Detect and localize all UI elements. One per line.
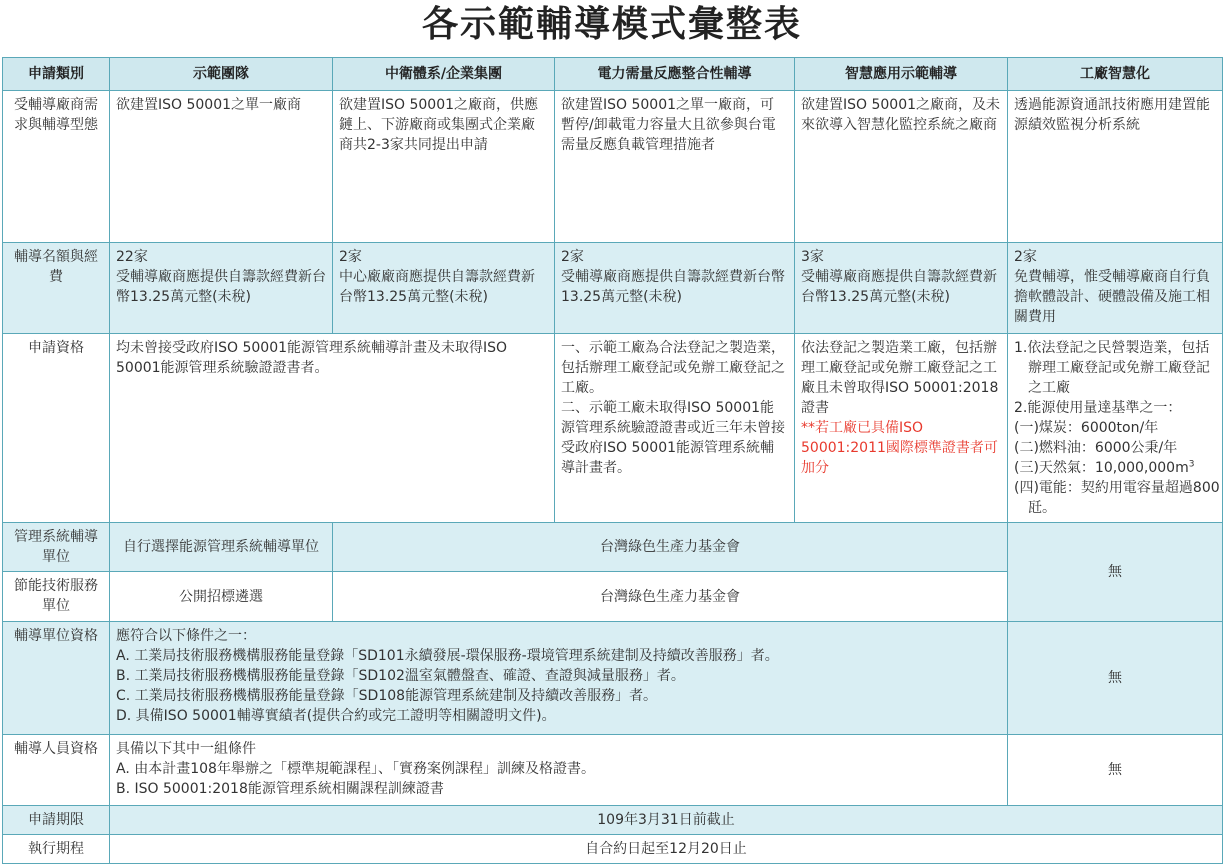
table-cell	[1008, 334, 1223, 523]
table-cell: 台灣綠色生產力基金會	[333, 523, 1008, 572]
table-cell	[795, 243, 1008, 334]
list-item: (四)電能：契約用電容量超過800瓩。	[1014, 480, 1220, 516]
row-label: 受輔導廠商需求與輔導型態	[3, 91, 110, 243]
header-row	[3, 58, 1223, 91]
list-item: 一、示範工廠為合法登記之製造業，包括辦理工廠登記或免辦工廠登記之工廠。	[561, 340, 785, 396]
table-cell: 均未曾接受政府ISO 50001能源管理系統輔導計畫及未取得ISO 50001能源管理系統驗證證書者。	[110, 334, 555, 523]
row-qualification	[3, 334, 1223, 523]
quota-count: 2家	[561, 249, 584, 265]
table-cell: 欲建置ISO 50001之廠商，供應鏈上、下游廠商或集團式企業廠商共2-3家共同提出申請	[333, 91, 555, 243]
table-cell: 欲建置ISO 50001之單一廠商	[110, 91, 333, 243]
table-cell	[110, 735, 1008, 806]
table-cell: 109年3月31日前截止	[110, 806, 1223, 835]
page-title: 各示範輔導模式彙整表	[421, 4, 802, 45]
quota-desc: 受輔導廠商應提供自籌款經費新台幣13.25萬元整(未稅)	[561, 269, 785, 305]
qualification-text: 依法登記之製造業工廠，包括辦理工廠登記或免辦工廠登記之工廠且未曾取得ISO 50001:2018證書	[801, 340, 999, 416]
header-demand-response: 電力需量反應整合性輔導	[555, 58, 795, 91]
list-item: 二、示範工廠未取得ISO 50001能源管理系統驗證證書或近三年未曾接受政府ISO 50001能源管理系統輔導計畫者。	[561, 400, 785, 476]
table-cell: 無	[1008, 735, 1223, 806]
quota-desc: 中心廠廠商應提供自籌款經費新台幣13.25萬元整(未稅)	[339, 269, 535, 305]
table-cell	[555, 243, 795, 334]
header-smart-factory: 工廠智慧化	[1008, 58, 1223, 91]
table-cell: 自行選擇能源管理系統輔導單位	[110, 523, 333, 572]
row-quota	[3, 243, 1223, 334]
row-period	[3, 835, 1223, 864]
table-cell: 無	[1008, 523, 1223, 622]
superscript: 3	[1188, 459, 1195, 470]
intro-text: 具備以下其中一組條件	[116, 741, 256, 757]
bonus-note: **若工廠已具備ISO 50001:2011國際標準證書者可加分	[801, 420, 998, 476]
list-item: D. 具備ISO 50001輔導實績者(提供合約或完工證明等相關證明文件)。	[116, 708, 556, 724]
row-label: 輔導人員資格	[3, 735, 110, 806]
row-label: 執行期程	[3, 835, 110, 864]
table-cell: 公開招標遴選	[110, 572, 333, 622]
quota-count: 22家	[116, 249, 148, 265]
row-mgmt-unit	[3, 523, 1223, 572]
quota-count: 2家	[339, 249, 362, 265]
list-item: B. 工業局技術服務機構服務能量登錄「SD102溫室氣體盤查、確證、查證與減量服務」者。	[116, 668, 685, 684]
list-item: (一)煤炭：6000ton/年	[1014, 420, 1159, 436]
row-deadline	[3, 806, 1223, 835]
table-cell	[110, 622, 1008, 735]
row-label: 申請期限	[3, 806, 110, 835]
list-item: A. 工業局技術服務機構服務能量登錄「SD101永續發展-環保服務-環境管理系統建制及持續改善服務」者。	[116, 648, 779, 664]
table-cell	[1008, 243, 1223, 334]
row-staff-qualification	[3, 735, 1223, 806]
list-item: 1.依法登記之民營製造業，包括辦理工廠登記或免辦工廠登記之工廠	[1014, 340, 1210, 396]
list-item-text: (三)天然氣：10,000,000m	[1014, 460, 1189, 476]
row-label: 管理系統輔導單位	[3, 523, 110, 572]
header-smart-application: 智慧應用示範輔導	[795, 58, 1008, 91]
table-cell: 台灣綠色生產力基金會	[333, 572, 1008, 622]
header-category: 申請類別	[3, 58, 110, 91]
list-item: A. 由本計畫108年舉辦之「標準規範課程」、「實務案例課程」訓練及格證書。	[116, 761, 595, 777]
list-item: (二)燃料油：6000公秉/年	[1014, 440, 1178, 456]
intro-text: 應符合以下條件之一：	[116, 628, 256, 644]
list-item: B. ISO 50001:2018能源管理系統相關課程訓練證書	[116, 781, 444, 797]
table-cell: 透過能源資通訊技術應用建置能源績效監視分析系統	[1008, 91, 1223, 243]
quota-desc: 受輔導廠商應提供自籌款經費新台幣13.25萬元整(未稅)	[116, 269, 326, 305]
header-supply-chain: 中衛體系/企業集團	[333, 58, 555, 91]
summary-table	[2, 57, 1223, 864]
quota-desc: 受輔導廠商應提供自籌款經費新台幣13.25萬元整(未稅)	[801, 269, 997, 305]
row-unit-qualification	[3, 622, 1223, 735]
table-cell: 欲建置ISO 50001之廠商，及未來欲導入智慧化監控系統之廠商	[795, 91, 1008, 243]
row-label: 輔導單位資格	[3, 622, 110, 735]
table-cell: 自合約日起至12月20日止	[110, 835, 1223, 864]
list-item: 2.能源使用量達基準之一：	[1014, 400, 1182, 416]
header-demo-team: 示範團隊	[110, 58, 333, 91]
table-cell	[110, 243, 333, 334]
row-label: 申請資格	[3, 334, 110, 523]
table-cell	[333, 243, 555, 334]
row-needs	[3, 91, 1223, 243]
quota-desc: 免費輔導，惟受輔導廠商自行負擔軟體設計、硬體設備及施工相關費用	[1014, 269, 1210, 325]
table-cell: 欲建置ISO 50001之單一廠商，可暫停/卸載電力容量大且欲參與台電需量反應負載管理措施者	[555, 91, 795, 243]
list-item: C. 工業局技術服務機構服務能量登錄「SD108能源管理系統建制及持續改善服務」者。	[116, 688, 658, 704]
quota-count: 2家	[1014, 249, 1037, 265]
table-cell	[795, 334, 1008, 523]
quota-count: 3家	[801, 249, 824, 265]
row-label: 節能技術服務單位	[3, 572, 110, 622]
list-item	[1014, 458, 1220, 478]
table-cell	[555, 334, 795, 523]
table-cell: 無	[1008, 622, 1223, 735]
row-label: 輔導名額與經費	[3, 243, 110, 334]
